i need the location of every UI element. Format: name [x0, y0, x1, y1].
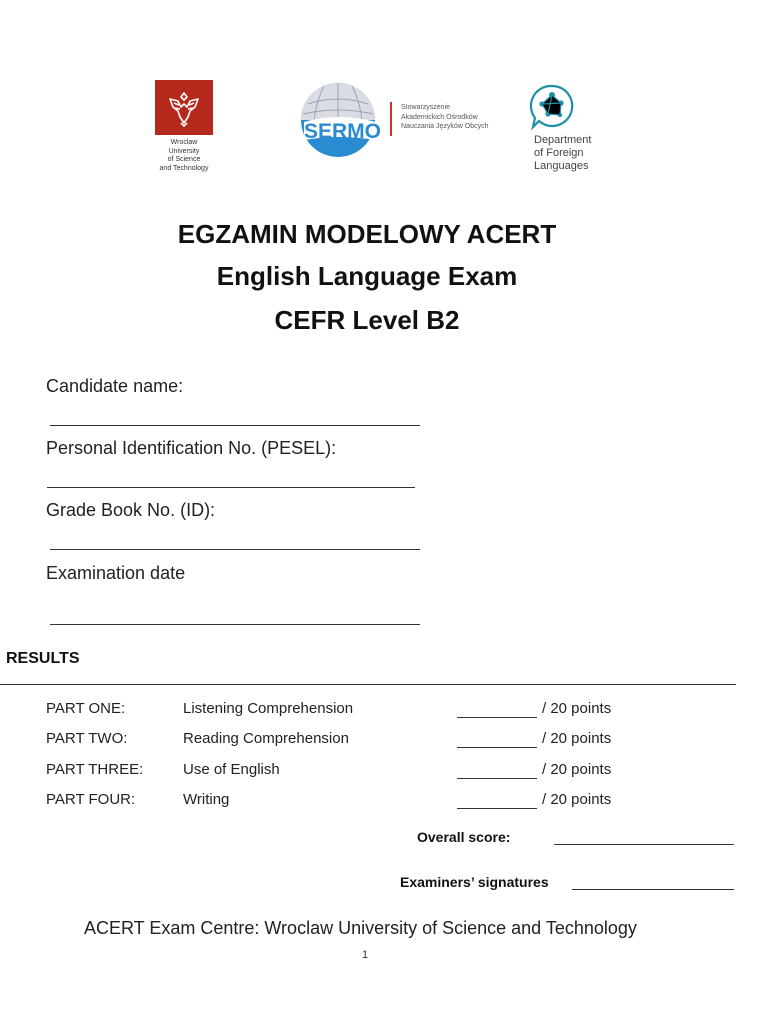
sermo-globe-icon [300, 82, 390, 158]
pesel-field[interactable] [47, 487, 415, 488]
department-logo-text [534, 134, 591, 173]
sermo-text-line: Akademickich Ośrodków [401, 113, 478, 121]
candidate-name-label: Candidate name: [46, 376, 184, 396]
exam-title: EGZAMIN MODELOWY ACERT [177, 219, 557, 249]
sermo-logo-text [401, 103, 489, 132]
part-label: PART ONE: [46, 700, 126, 717]
sermo-text-line: Stowarzyszenie [401, 104, 451, 111]
part-label: PART FOUR: [46, 791, 136, 808]
sermo-wordmark: SERMO [304, 120, 382, 143]
max-points: / 20 points [542, 700, 612, 717]
part-label: PART TWO: [46, 730, 128, 747]
eagle-emblem-icon [155, 80, 213, 135]
pwr-text-line: Wroclaw [170, 139, 198, 146]
part-name: Use of English [183, 761, 280, 778]
grade-book-field[interactable] [50, 549, 420, 550]
department-text-line: of Foreign [534, 147, 584, 159]
exam-level: CEFR Level B2 [274, 305, 460, 335]
candidate-name-field[interactable] [50, 425, 420, 426]
department-text-line: Languages [534, 160, 589, 172]
sermo-divider [390, 102, 392, 136]
sermo-logo [300, 82, 500, 158]
part-label: PART THREE: [46, 761, 144, 778]
department-text-line: Department [534, 134, 592, 146]
max-points: / 20 points [542, 791, 612, 808]
max-points: / 20 points [542, 730, 612, 747]
exam-subtitle: English Language Exam [216, 261, 518, 291]
score-field[interactable] [457, 717, 537, 718]
examination-date-field[interactable] [50, 624, 420, 625]
pesel-label: Personal Identification No. (PESEL): [46, 438, 337, 458]
part-name: Reading Comprehension [183, 730, 349, 747]
results-divider [0, 684, 736, 685]
max-points: / 20 points [542, 761, 612, 778]
part-name: Listening Comprehension [183, 700, 354, 717]
examiners-signatures-field[interactable] [572, 889, 734, 890]
grade-book-label: Grade Book No. (ID): [46, 500, 216, 520]
pwr-logo-text [155, 139, 213, 173]
page-number: 1 [362, 949, 369, 961]
examination-date-label: Examination date [46, 563, 186, 583]
sermo-text-line: Nauczania Języków Obcych [401, 123, 489, 130]
score-field[interactable] [457, 808, 537, 809]
results-heading: RESULTS [6, 650, 80, 667]
score-field[interactable] [457, 747, 537, 748]
overall-score-field[interactable] [554, 844, 734, 845]
exam-centre-footer: ACERT Exam Centre: Wroclaw University of Science and Technology [84, 918, 637, 938]
pwr-text-line: University [168, 147, 200, 155]
pwr-text-line: and Technology [159, 164, 209, 172]
department-logo [527, 82, 617, 172]
pwr-logo [155, 80, 213, 173]
part-name: Writing [183, 791, 230, 808]
pwr-text-line: of Science [167, 156, 201, 163]
speech-bubble-network-icon [527, 82, 577, 132]
score-field[interactable] [457, 778, 537, 779]
overall-score-label: Overall score: [417, 829, 511, 845]
examiners-signatures-label: Examiners’ signatures [400, 874, 549, 890]
